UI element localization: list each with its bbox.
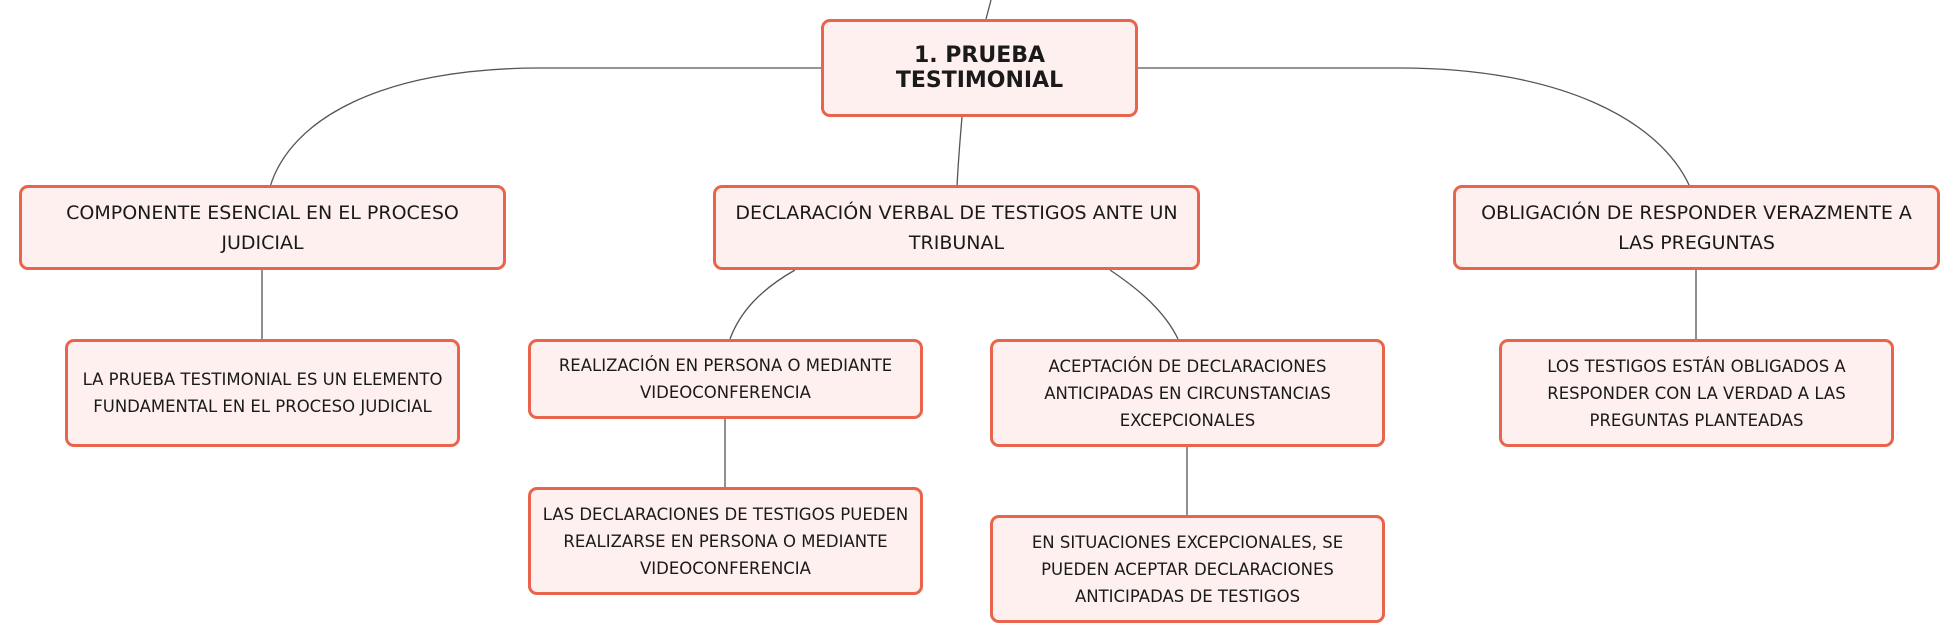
leaf-node-label: EN SITUACIONES EXCEPCIONALES, SE PUEDEN ACEPTAR DECLARACIONES ANTICIPADAS DE TESTIGOS	[1031, 532, 1344, 606]
sub-node-realizacion-persona[interactable]	[528, 339, 923, 419]
leaf-node-situaciones-excepcionales[interactable]	[990, 515, 1385, 623]
branch-node-label: DECLARACIÓN VERBAL DE TESTIGOS ANTE UN TRIBUNAL	[735, 201, 1178, 254]
root-node[interactable]	[821, 19, 1138, 117]
sub-node-aceptacion-declaraciones[interactable]	[990, 339, 1385, 447]
leaf-node-testigos-obligados[interactable]	[1499, 339, 1894, 447]
connector-root-to-branch-3	[1138, 68, 1690, 187]
connector-root-to-parent	[986, 0, 991, 19]
leaf-node-declaraciones-videoconferencia[interactable]	[528, 487, 923, 595]
branch-node-label: COMPONENTE ESENCIAL EN EL PROCESO JUDICIAL	[66, 201, 459, 254]
leaf-node-label: LA PRUEBA TESTIMONIAL ES UN ELEMENTO FUNDAMENTAL EN EL PROCESO JUDICIAL	[82, 370, 443, 416]
branch-node-componente-esencial[interactable]	[19, 185, 506, 270]
connector-branch-2-to-sub-2	[1110, 270, 1178, 339]
connector-root-to-branch-1	[270, 68, 821, 187]
leaf-node-prueba-fundamental[interactable]	[65, 339, 460, 447]
branch-node-declaracion-verbal[interactable]	[713, 185, 1200, 270]
sub-node-label: REALIZACIÓN EN PERSONA O MEDIANTE VIDEOCONFERENCIA	[558, 356, 893, 402]
branch-node-obligacion-responder[interactable]	[1453, 185, 1940, 270]
branch-node-label: OBLIGACIÓN DE RESPONDER VERAZMENTE A LAS PREGUNTAS	[1481, 201, 1912, 254]
connector-branch-2-to-sub-1	[730, 270, 795, 339]
connector-root-to-branch-2	[957, 117, 962, 187]
leaf-node-label: LAS DECLARACIONES DE TESTIGOS PUEDEN REALIZARSE EN PERSONA O MEDIANTE VIDEOCONFERENCIA	[542, 504, 909, 578]
leaf-node-label: LOS TESTIGOS ESTÁN OBLIGADOS A RESPONDER CON LA VERDAD A LAS PREGUNTAS PLANTEADAS	[1547, 356, 1846, 430]
root-node-label: 1. PRUEBA TESTIMONIAL	[895, 43, 1064, 93]
sub-node-label: ACEPTACIÓN DE DECLARACIONES ANTICIPADAS EN CIRCUNSTANCIAS EXCEPCIONALES	[1044, 356, 1331, 430]
